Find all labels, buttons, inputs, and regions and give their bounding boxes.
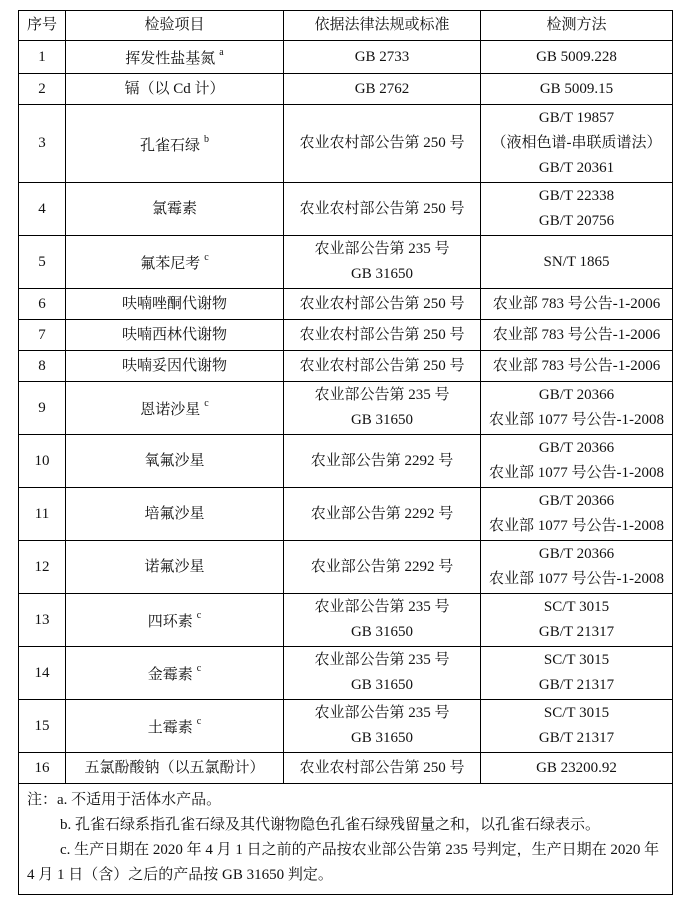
- footnote-marker: a: [219, 47, 224, 58]
- method-cell: [481, 700, 673, 753]
- test-item-label: 呋喃唑酮代谢物: [121, 295, 227, 312]
- method-cell: [481, 753, 673, 784]
- test-item-cell: [66, 435, 284, 488]
- method-cell: [481, 74, 673, 105]
- method-cell: [481, 320, 673, 351]
- table-body: [19, 41, 673, 784]
- test-item-label: 五氯酚酸钠（以五氯酚计）: [84, 759, 265, 776]
- method-cell: [481, 488, 673, 541]
- test-item-cell: [66, 541, 284, 594]
- test-item-cell: [66, 41, 284, 74]
- row-number-cell: 5: [19, 236, 66, 289]
- table-row: [19, 74, 673, 105]
- cell-line: 农业部公告第 2292 号: [310, 558, 454, 575]
- test-item-label: 诺氟沙星: [144, 558, 205, 575]
- method-cell: [481, 289, 673, 320]
- test-item-label: 孔雀石绿: [139, 137, 200, 154]
- test-item-cell: [66, 488, 284, 541]
- test-item-cell: [66, 594, 284, 647]
- row-number-cell: 11: [19, 488, 66, 541]
- cell-line: GB/T 21317: [538, 677, 615, 693]
- cell-line: 农业部 783 号公告-1-2006: [492, 295, 661, 312]
- cell-line: 农业农村部公告第 250 号: [299, 759, 465, 776]
- test-item-cell: [66, 105, 284, 183]
- row-number-cell: 16: [19, 753, 66, 784]
- table-row: [19, 541, 673, 594]
- test-item-cell: [66, 289, 284, 320]
- cell-line: GB/T 20366: [538, 493, 615, 509]
- cell-line: 农业部 1077 号公告-1-2008: [489, 465, 664, 481]
- cell-line: 农业农村部公告第 250 号: [299, 326, 465, 343]
- test-item-cell: [66, 183, 284, 236]
- row-number-cell: 2: [19, 74, 66, 105]
- row-number-cell: 15: [19, 700, 66, 753]
- test-item-label: 氯霉素: [151, 200, 197, 217]
- cell-line: GB 5009.15: [539, 80, 614, 97]
- note-line-b: b. 孔雀石绿系指孔雀石绿及其代谢物隐色孔雀石绿残留量之和，以孔雀石绿表示。: [60, 817, 601, 833]
- cell-line: 农业部 783 号公告-1-2006: [492, 326, 661, 343]
- basis-cell: [284, 236, 481, 289]
- cell-line: SC/T 3015: [543, 705, 610, 721]
- test-item-cell: [66, 647, 284, 700]
- notes-row: [19, 784, 673, 895]
- basis-cell: [284, 183, 481, 236]
- table-row: [19, 382, 673, 435]
- method-cell: [481, 541, 673, 594]
- notes-section: [19, 784, 673, 895]
- cell-line: GB 23200.92: [536, 759, 617, 776]
- basis-cell: [284, 289, 481, 320]
- cell-line: GB/T 20366: [538, 440, 615, 456]
- footnote-marker: c: [196, 610, 202, 621]
- cell-line: GB 2762: [354, 80, 410, 97]
- footnote-marker: c: [196, 663, 202, 674]
- table-row: [19, 700, 673, 753]
- cell-line: 农业部 1077 号公告-1-2008: [489, 571, 664, 587]
- test-item-label: 镉（以 Cd 计）: [124, 80, 225, 97]
- cell-line: GB 2733: [354, 48, 410, 65]
- test-item-label: 土霉素: [147, 720, 193, 736]
- test-item-label: 培氟沙星: [144, 505, 205, 522]
- test-item-label: 四环素: [147, 614, 193, 630]
- cell-line: GB 31650: [350, 624, 414, 640]
- row-number-cell: 9: [19, 382, 66, 435]
- cell-line: 农业部公告第 235 号: [314, 241, 450, 257]
- basis-cell: [284, 753, 481, 784]
- cell-line: 农业部 1077 号公告-1-2008: [489, 518, 664, 534]
- cell-line: GB 31650: [350, 266, 414, 282]
- test-item-cell: [66, 236, 284, 289]
- basis-cell: [284, 541, 481, 594]
- cell-line: 农业农村部公告第 250 号: [299, 295, 465, 312]
- cell-line: 农业部公告第 235 号: [314, 652, 450, 668]
- test-item-cell: [66, 700, 284, 753]
- footnote-marker: c: [196, 716, 202, 727]
- basis-cell: [284, 382, 481, 435]
- footnote-marker: b: [204, 133, 209, 145]
- table-row: [19, 594, 673, 647]
- test-item-label: 挥发性盐基氮: [125, 51, 216, 67]
- cell-line: SC/T 3015: [543, 599, 610, 615]
- basis-cell: [284, 41, 481, 74]
- table-row: [19, 320, 673, 351]
- cell-line: GB/T 19857: [538, 110, 615, 126]
- method-cell: [481, 41, 673, 74]
- cell-line: GB 31650: [350, 677, 414, 693]
- basis-cell: [284, 700, 481, 753]
- cell-line: （液相色谱-串联质谱法）: [491, 135, 662, 151]
- table-row: [19, 183, 673, 236]
- cell-line: 农业农村部公告第 250 号: [299, 200, 465, 217]
- cell-line: SC/T 3015: [543, 652, 610, 668]
- cell-line: 农业部 1077 号公告-1-2008: [489, 412, 664, 428]
- basis-cell: [284, 105, 481, 183]
- method-cell: [481, 435, 673, 488]
- table-row: [19, 289, 673, 320]
- basis-cell: [284, 488, 481, 541]
- cell-line: GB/T 20361: [538, 160, 615, 176]
- table-footer: [19, 784, 673, 895]
- footnote-marker: c: [204, 252, 209, 263]
- row-number-cell: 7: [19, 320, 66, 351]
- column-header-method: 检测方法: [481, 11, 673, 41]
- table-row: [19, 351, 673, 382]
- table-row: [19, 105, 673, 183]
- cell-line: SN/T 1865: [543, 253, 610, 270]
- row-number-cell: 6: [19, 289, 66, 320]
- header-row: [19, 11, 673, 41]
- table-row: [19, 753, 673, 784]
- cell-line: GB/T 22338: [538, 188, 615, 204]
- cell-line: 农业部公告第 235 号: [314, 599, 450, 615]
- test-item-label: 金霉素: [147, 667, 193, 683]
- table-row: [19, 647, 673, 700]
- cell-line: GB 31650: [350, 412, 414, 428]
- cell-line: 农业农村部公告第 250 号: [299, 357, 465, 374]
- row-number-cell: 8: [19, 351, 66, 382]
- cell-line: 农业部公告第 2292 号: [310, 505, 454, 522]
- note-line-a: 注：a. 不适用于活体水产品。: [27, 792, 222, 808]
- basis-cell: [284, 320, 481, 351]
- column-header-item: 检验项目: [66, 11, 284, 41]
- test-item-label: 呋喃妥因代谢物: [121, 357, 227, 374]
- cell-line: 农业农村部公告第 250 号: [299, 135, 465, 151]
- basis-cell: [284, 435, 481, 488]
- method-cell: [481, 594, 673, 647]
- test-item-label: 恩诺沙星: [140, 402, 201, 418]
- method-cell: [481, 647, 673, 700]
- test-item-cell: [66, 74, 284, 105]
- cell-line: 农业部公告第 235 号: [314, 705, 450, 721]
- cell-line: 农业部公告第 2292 号: [310, 452, 454, 469]
- cell-line: 农业部 783 号公告-1-2006: [492, 357, 661, 374]
- row-number-cell: 13: [19, 594, 66, 647]
- table-row: [19, 236, 673, 289]
- row-number-cell: 14: [19, 647, 66, 700]
- table-row: [19, 488, 673, 541]
- column-header-no: 序号: [19, 11, 66, 41]
- cell-line: 农业部公告第 235 号: [314, 387, 450, 403]
- note-line-c: c. 生产日期在 2020 年 4 月 1 日之前的产品按农业部公告第 235 号判定，生产日期在 2020 年 4 月 1 日（含）之后的产品按 GB 31650 判定。: [27, 842, 660, 883]
- method-cell: [481, 183, 673, 236]
- test-item-label: 呋喃西林代谢物: [121, 326, 227, 343]
- basis-cell: [284, 74, 481, 105]
- cell-line: GB/T 21317: [538, 730, 615, 746]
- cell-line: GB/T 21317: [538, 624, 615, 640]
- cell-line: GB/T 20366: [538, 546, 615, 562]
- row-number-cell: 1: [19, 41, 66, 74]
- basis-cell: [284, 351, 481, 382]
- inspection-table: [18, 10, 673, 895]
- test-item-label: 氟苯尼考: [140, 256, 201, 272]
- table-row: [19, 41, 673, 74]
- cell-line: GB/T 20756: [538, 213, 615, 229]
- cell-line: GB 31650: [350, 730, 414, 746]
- test-item-label: 氧氟沙星: [144, 452, 205, 469]
- row-number-cell: 10: [19, 435, 66, 488]
- method-cell: [481, 236, 673, 289]
- cell-line: GB 5009.228: [536, 48, 617, 65]
- table-header: [19, 11, 673, 41]
- row-number-cell: 12: [19, 541, 66, 594]
- method-cell: [481, 351, 673, 382]
- footnote-marker: c: [204, 398, 209, 409]
- test-item-cell: [66, 382, 284, 435]
- test-item-cell: [66, 351, 284, 382]
- method-cell: [481, 105, 673, 183]
- basis-cell: [284, 594, 481, 647]
- basis-cell: [284, 647, 481, 700]
- cell-line: GB/T 20366: [538, 387, 615, 403]
- row-number-cell: 3: [19, 105, 66, 183]
- column-header-basis: 依据法律法规或标准: [284, 11, 481, 41]
- method-cell: [481, 382, 673, 435]
- table-row: [19, 435, 673, 488]
- test-item-cell: [66, 320, 284, 351]
- test-item-cell: [66, 753, 284, 784]
- row-number-cell: 4: [19, 183, 66, 236]
